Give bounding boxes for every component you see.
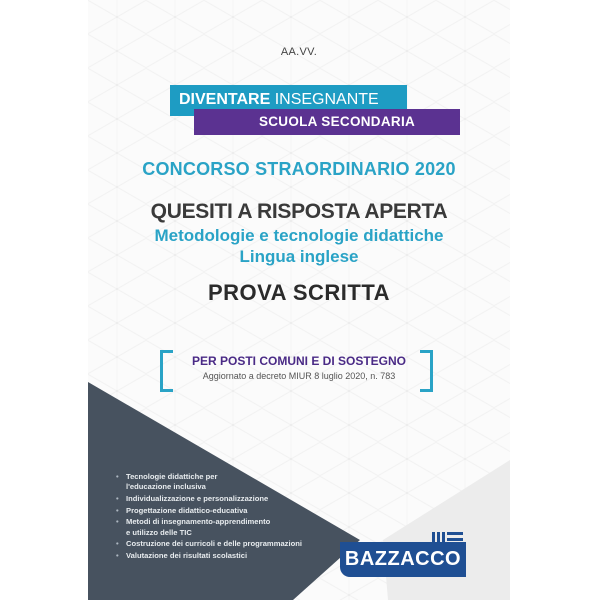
- exam-label: PROVA SCRITTA: [207, 280, 391, 305]
- topics-list: [116, 472, 302, 563]
- topic-item: • Costruzione dei curricoli e delle programmazioni: [116, 539, 302, 549]
- topic-item: • Valutazione dei risultati scolastici: [116, 551, 302, 561]
- topic-item: • Metodi di insegnamento-apprendimento e utilizzo delle TIC: [116, 517, 302, 537]
- series-light: INSEGNANTE: [270, 91, 379, 108]
- author: AA.VV.: [280, 46, 318, 58]
- series-bold: DIVENTARE: [179, 91, 271, 108]
- subseries-band: [194, 109, 460, 135]
- topic-item: • Progettazione didattico-educativa: [116, 506, 302, 516]
- topic-item: • Tecnologie didattiche per l'educazione inclusiva: [116, 472, 302, 492]
- publisher-name: BAZZACCO: [344, 548, 462, 570]
- update-note: Aggiornato a decreto MIUR 8 luglio 2020, n. 783: [202, 371, 396, 381]
- audience-label: PER POSTI COMUNI E DI SOSTEGNO: [191, 354, 407, 368]
- publisher-badge: [340, 542, 466, 577]
- subtitle-2: Lingua inglese: [239, 247, 359, 266]
- contest-heading: CONCORSO STRAORDINARIO 2020: [142, 159, 456, 179]
- subseries-label: SCUOLA SECONDARIA: [258, 114, 416, 129]
- book-title: QUESITI A RISPOSTA APERTA: [150, 200, 448, 223]
- topic-item: • Individualizzazione e personalizzazione: [116, 494, 302, 504]
- subtitle-1: Metodologie e tecnologie didattiche: [154, 226, 444, 245]
- book-cover: [88, 0, 510, 600]
